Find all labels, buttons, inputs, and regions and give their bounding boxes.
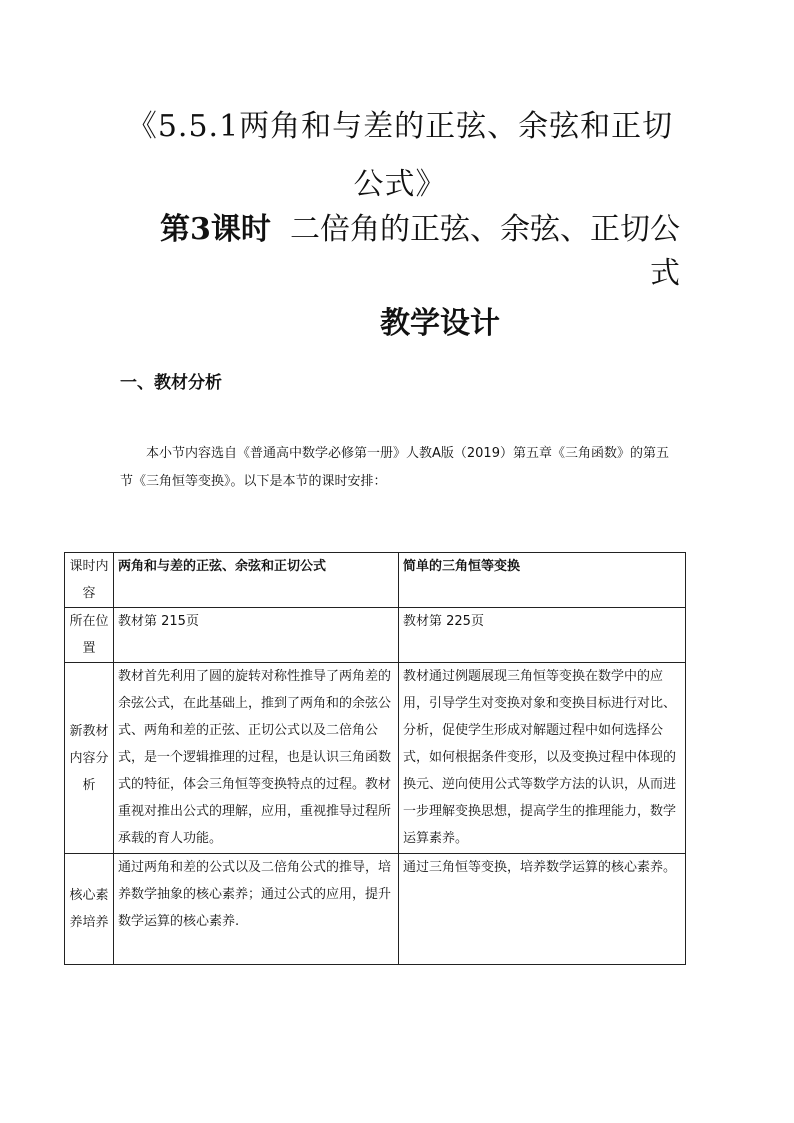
- section-heading-textbook-analysis: 一、教材分析: [120, 373, 222, 393]
- lesson-plan-table: [64, 552, 686, 965]
- table-row: [65, 663, 686, 854]
- column-header-simple-transformations: 简单的三角恒等变换: [399, 553, 686, 608]
- table-cell: 通过两角和差的公式以及二倍角公式的推导，培养数学抽象的核心素养；通过公式的应用，提升数学运算的核心素养.: [114, 854, 399, 965]
- table-row: [65, 854, 686, 965]
- row-label-lesson-content: 课时内容: [65, 553, 114, 608]
- table-row: [65, 553, 686, 608]
- row-label-core-literacy: 核心素养培养: [65, 854, 114, 965]
- column-header-sum-difference-formulas: 两角和与差的正弦、余弦和正切公式: [114, 553, 399, 608]
- lesson-subtitle: [140, 208, 680, 296]
- table-cell: 教材首先利用了圆的旋转对称性推导了两角差的余弦公式，在此基础上，推到了两角和的余弦公式、两角和差的正弦、正切公式以及二倍角公式，是一个逻辑推理的过程，也是认识三角函数式的特征，体会三角恒等变换特点的过程。教材重视对推出公式的理解，应用，重视推导过程所承载的育人功能。: [114, 663, 399, 854]
- row-label-location: 所在位置: [65, 608, 114, 663]
- lesson-label: 第3课时: [160, 212, 271, 247]
- row-label-content-analysis: 新教材内容分析: [65, 663, 114, 854]
- lesson-topic: 二倍角的正弦、余弦、正切公式: [290, 212, 680, 291]
- table-cell: 教材第 225页: [399, 608, 686, 663]
- document-title: 《5.5.1两角和与差的正弦、余弦和正切公式》: [126, 109, 674, 202]
- table-row: [65, 608, 686, 663]
- table-cell: 教材通过例题展现三角恒等变换在数学中的应用，引导学生对变换对象和变换目标进行对比、分析，促使学生形成对解题过程中如何选择公式，如何根据条件变形，以及变换过程中体现的换元、逆向使用公式等数学方法的认识，从而进一步理解变换思想，提高学生的推理能力，数学运算素养。: [399, 663, 686, 854]
- table-cell: 通过三角恒等变换，培养数学运算的核心素养。: [399, 854, 686, 965]
- document-type: 教学设计: [380, 306, 500, 341]
- table-cell: 教材第 215页: [114, 608, 399, 663]
- intro-paragraph: 本小节内容选自《普通高中数学必修第一册》人教A版（2019）第五章《三角函数》的第五节《三角恒等变换》。以下是本节的课时安排：: [120, 446, 669, 489]
